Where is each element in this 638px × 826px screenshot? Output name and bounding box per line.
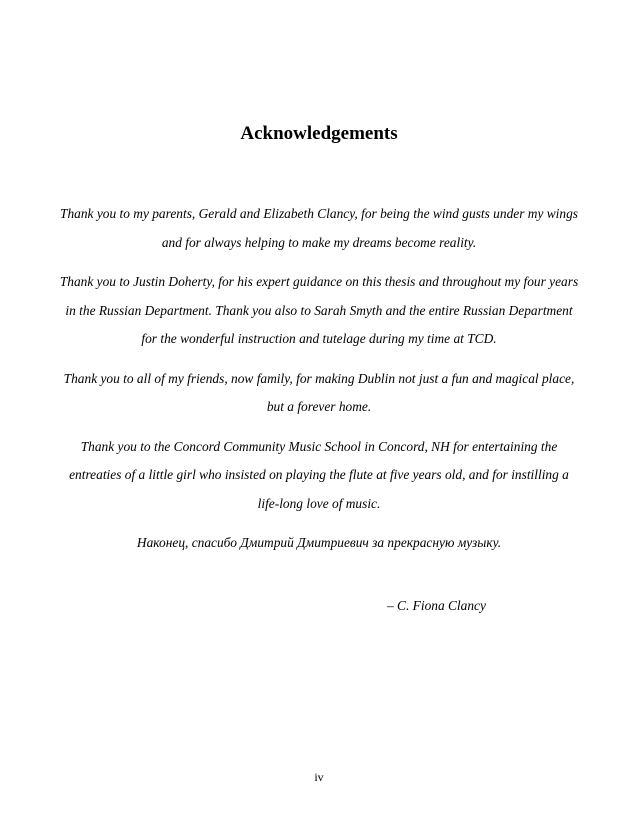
page-title: Acknowledgements	[240, 123, 398, 144]
paragraph-russian-department: Thank you to Justin Doherty, for his expert guidance on this thesis and throughout my four years in the Russian Department. Thank you also to Sarah Smyth and the entire Russian Department for the wonderful instruction and tutelage during my time at TCD.	[59, 274, 579, 346]
acknowledgements-body	[58, 200, 580, 569]
page-number: iv	[314, 770, 324, 784]
paragraph-friends: Thank you to all of my friends, now family, for making Dublin not just a fun and magical place, but a forever home.	[63, 370, 575, 414]
paragraph-music-school: Thank you to the Concord Community Music School in Concord, NH for entertaining the entreaties of a little girl who insisted on playing the flute at five years old, and for instilling a life-long love of music.	[69, 438, 569, 511]
paragraph-parents: Thank you to my parents, Gerald and Elizabeth Clancy, for being the wind gusts under my wings and for always helping to make my dreams become reality.	[60, 206, 578, 250]
paragraph-russian-thanks: Наконец, спасибо Дмитрий Дмитриевич за прекрасную музыку.	[136, 535, 502, 550]
signature: – C. Fiona Clancy	[387, 598, 486, 613]
